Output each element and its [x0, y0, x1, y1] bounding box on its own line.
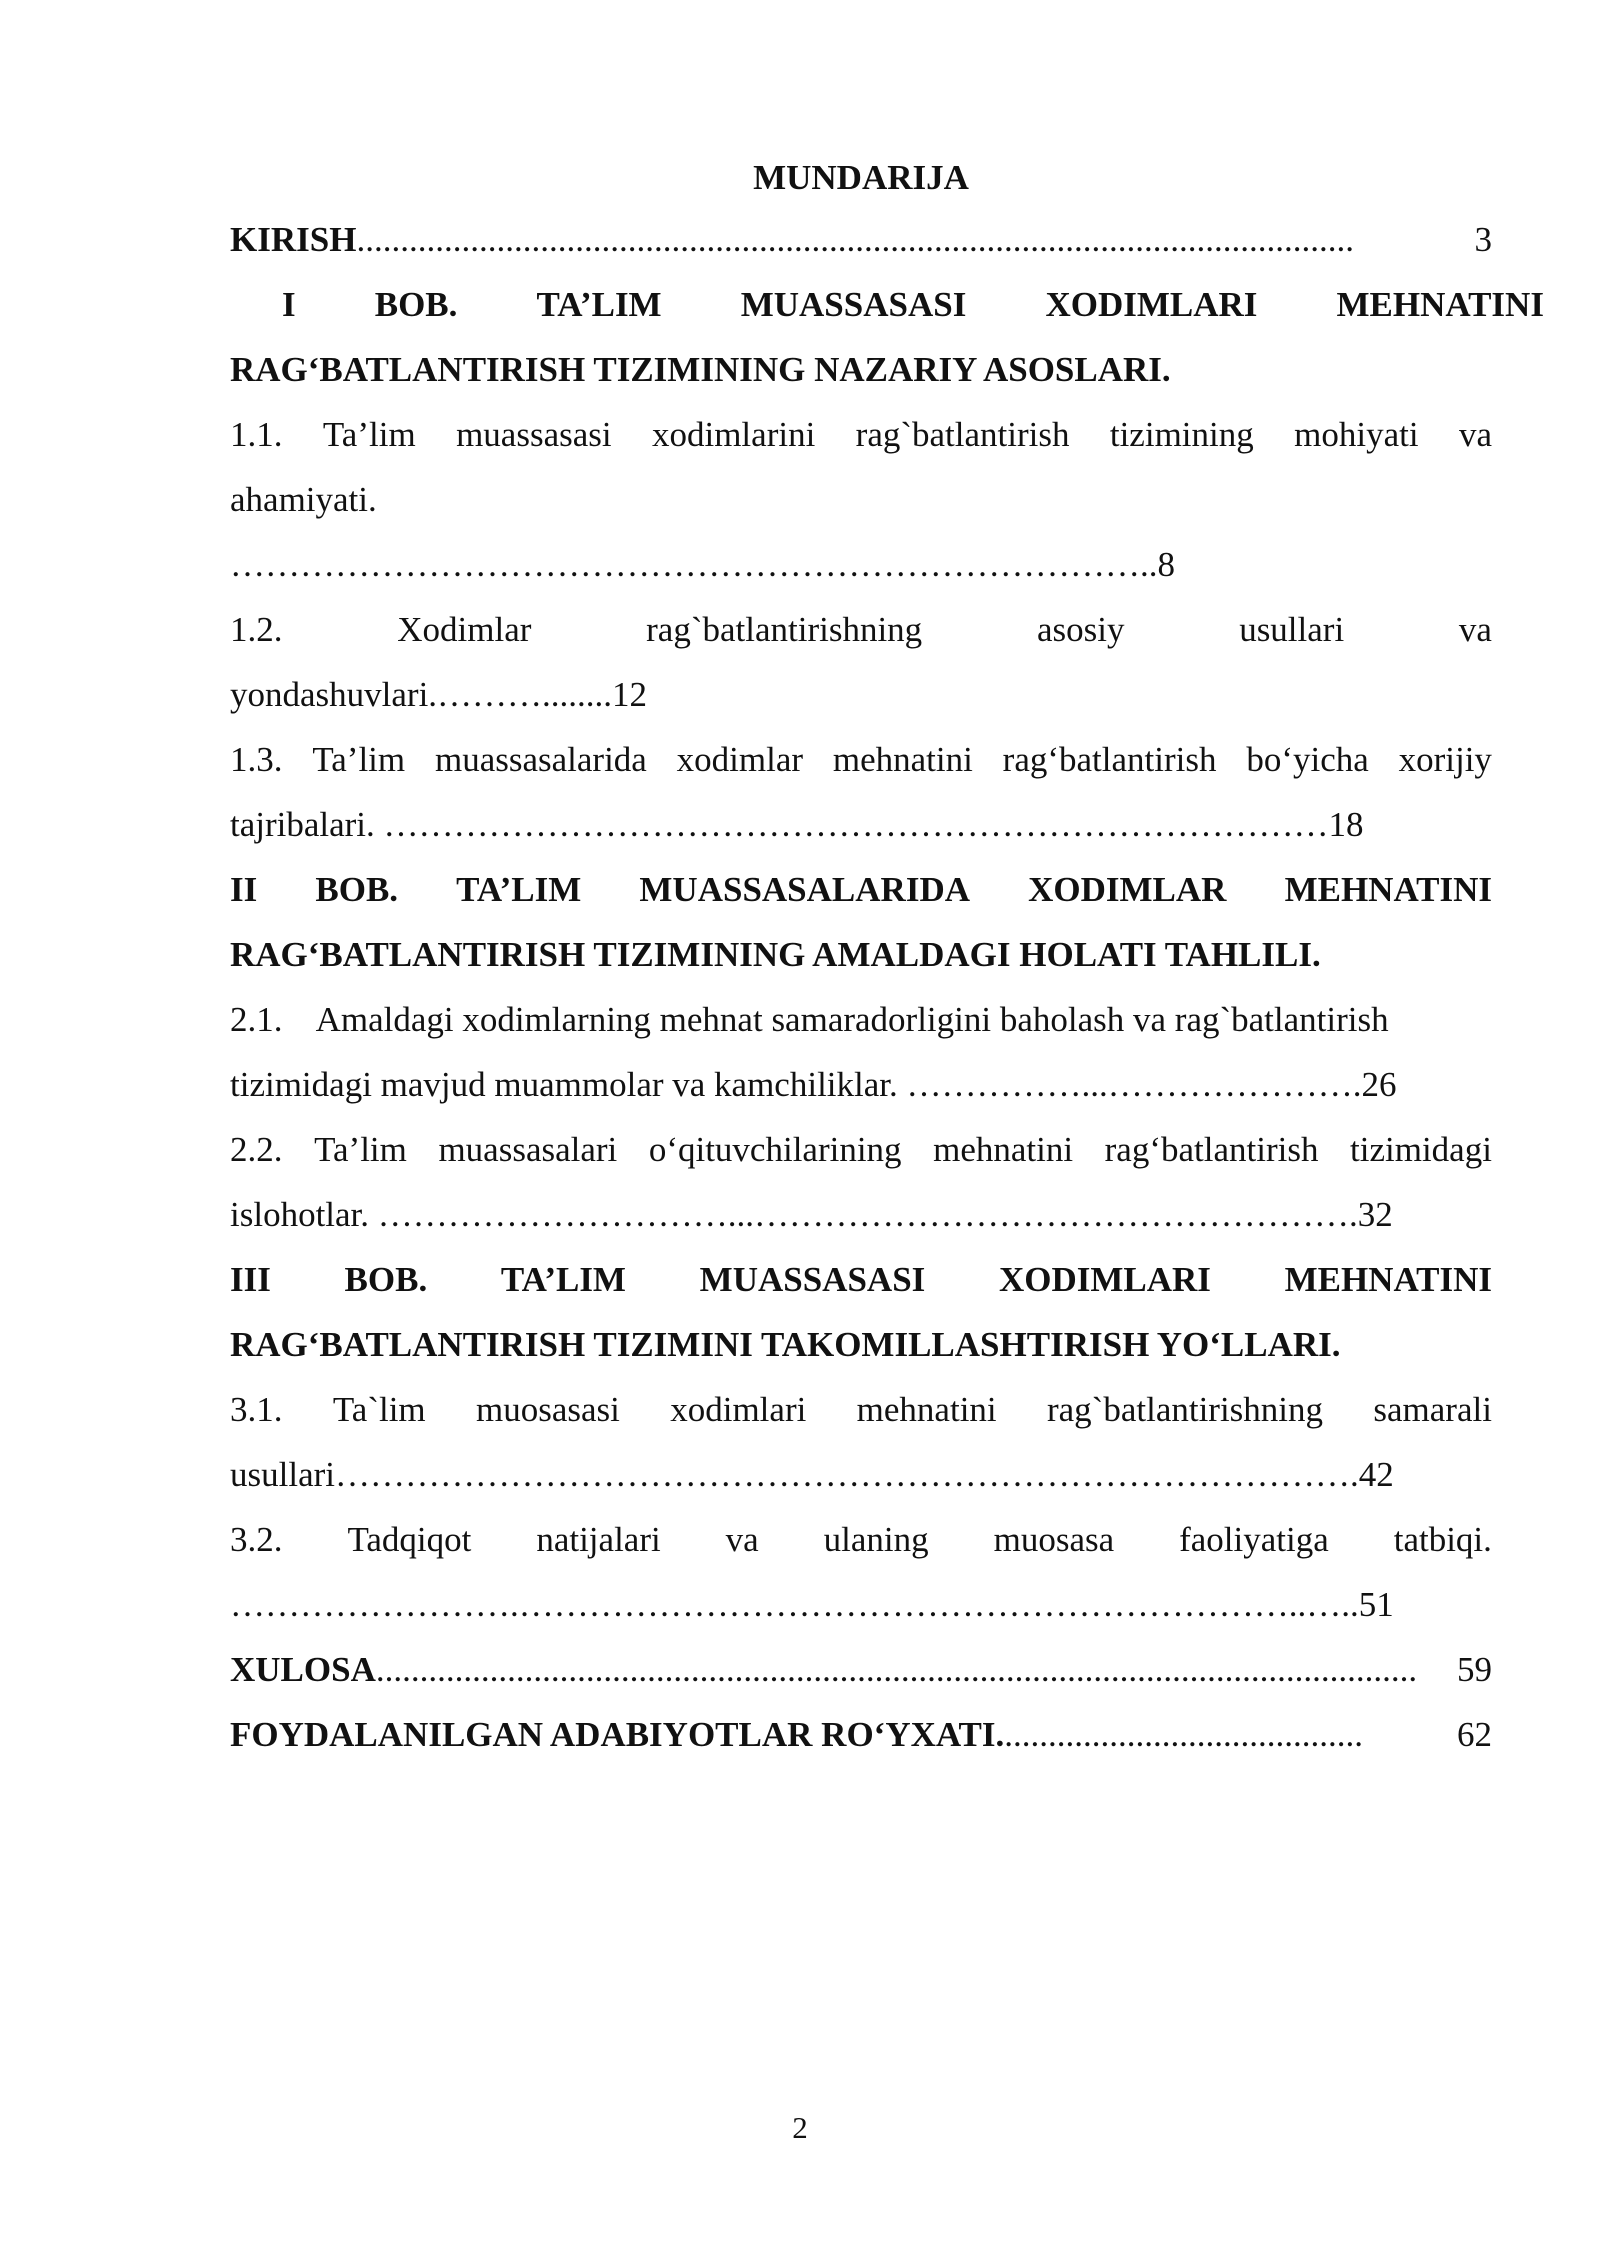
entry-word: rag`batlantirishning — [1046, 1390, 1324, 1429]
heading-word: TA’LIM — [456, 870, 582, 909]
toc-entry-label: KIRISH — [230, 220, 357, 259]
chapter-1-heading-line-1 — [230, 273, 1544, 337]
entry-word: muosasasi — [476, 1390, 620, 1429]
heading-word: II — [230, 870, 258, 909]
toc-entry-page: 3 — [1474, 220, 1492, 259]
entry-word: Tadqiqot — [347, 1520, 472, 1559]
entry-word: xodimlar — [676, 740, 804, 779]
entry-word: xodimlarini — [651, 415, 816, 454]
chapter-3-heading-line-2: RAG‘BATLANTIRISH TIZIMINI TAKOMILLASHTIRISH YO‘LLARI. — [230, 1325, 1341, 1364]
toc-entry-3-2-line-1 — [230, 1508, 1492, 1572]
toc-entry-leader: .................................................................................................................. — [356, 220, 1354, 259]
heading-word: MUASSASASI — [740, 285, 967, 324]
heading-word: MUASSASALARIDA — [639, 870, 970, 909]
toc-entry-label: FOYDALANILGAN ADABIYOTLAR RO‘YXATI. — [230, 1715, 1005, 1754]
entry-word: asosiy — [1036, 610, 1125, 649]
entry-word: rag`batlantirish — [855, 415, 1070, 454]
entry-word: mehnatini — [856, 1390, 997, 1429]
toc-entry-3-1-line-2: usullari…………………………………………………………………………….42 — [230, 1455, 1394, 1494]
entry-word: 3.2. — [230, 1520, 283, 1559]
toc-entry-2-2-line-2: islohotlar. …………………………...…………………………………………….32 — [230, 1195, 1393, 1234]
toc-entry-1-3-line-2: tajribalari. ………………………………………………………………………18 — [230, 805, 1364, 844]
toc-entry-1-1-line-2: ahamiyati. — [230, 480, 377, 519]
toc-title: MUNDARIJA — [753, 158, 969, 197]
entry-word: mehnatini — [933, 1130, 1074, 1169]
chapter-1-heading-line-2: RAG‘BATLANTIRISH TIZIMINING NAZARIY ASOSLARI. — [230, 350, 1171, 389]
toc-entry-leader: ......................................... — [1004, 1715, 1364, 1754]
entry-word: o‘qituvchilarining — [648, 1130, 902, 1169]
heading-word: BOB. — [315, 870, 399, 909]
heading-word: TA’LIM — [500, 1260, 626, 1299]
entry-word: tatbiqi. — [1393, 1520, 1492, 1559]
toc-entry-3-1-line-1 — [230, 1378, 1492, 1442]
entry-word: Xodimlar — [397, 610, 532, 649]
entry-word: va — [725, 1520, 759, 1559]
entry-word: tizimidagi — [1350, 1130, 1492, 1169]
heading-word: MEHNATINI — [1336, 285, 1544, 324]
heading-word: XODIMLARI — [1045, 285, 1258, 324]
entry-word: rag‘batlantirish — [1104, 1130, 1319, 1169]
entry-word: muassasasi — [456, 415, 612, 454]
entry-word: xorijiy — [1398, 740, 1492, 779]
heading-word: BOB. — [374, 285, 458, 324]
chapter-3-heading-line-1 — [230, 1248, 1492, 1312]
entry-word: muassasalari — [438, 1130, 618, 1169]
toc-entry-2-1-line-1: 2.1. Amaldagi xodimlarning mehnat samaradorligini baholash va rag`batlantirish — [230, 1000, 1389, 1039]
heading-word: III — [230, 1260, 271, 1299]
entry-word: 1.3. — [230, 740, 283, 779]
entry-word: Ta`lim — [332, 1390, 426, 1429]
toc-entry-1-2-line-1 — [230, 598, 1492, 662]
heading-word: XODIMLARI — [998, 1260, 1211, 1299]
toc-entry-leader: ....................................................................................................................... — [375, 1650, 1418, 1689]
entry-word: va — [1458, 610, 1492, 649]
entry-word: rag‘batlantirish — [1002, 740, 1217, 779]
toc-entry-kirish — [230, 208, 1492, 272]
toc-entry-1-1-line-1 — [230, 403, 1492, 467]
toc-entry-2-2-line-1 — [230, 1118, 1492, 1182]
entry-word: usullari — [1239, 610, 1345, 649]
entry-word: 1.1. — [230, 415, 283, 454]
entry-word: va — [1458, 415, 1492, 454]
toc-entry-references — [230, 1703, 1492, 1767]
entry-word: samarali — [1373, 1390, 1492, 1429]
toc-entry-xulosa — [230, 1638, 1492, 1702]
heading-word: BOB. — [344, 1260, 428, 1299]
entry-word: 1.2. — [230, 610, 283, 649]
heading-word: MEHNATINI — [1284, 1260, 1492, 1299]
entry-word: bo‘yicha — [1246, 740, 1369, 779]
entry-word: muassasalarida — [434, 740, 647, 779]
entry-word: ulaning — [823, 1520, 929, 1559]
entry-word: 3.1. — [230, 1390, 283, 1429]
heading-word: XODIMLAR — [1028, 870, 1227, 909]
toc-entry-3-2-line-2: …………………….…………………………………………………………..…..51 — [230, 1585, 1394, 1624]
heading-word: MUASSASASI — [699, 1260, 926, 1299]
heading-word: I — [282, 285, 296, 324]
entry-word: faoliyatiga — [1179, 1520, 1329, 1559]
entry-word: tizimining — [1109, 415, 1254, 454]
chapter-2-heading-line-2: RAG‘BATLANTIRISH TIZIMINING AMALDAGI HOLATI TAHLILI. — [230, 935, 1321, 974]
toc-entry-label: XULOSA — [230, 1650, 376, 1689]
entry-word: rag`batlantirishning — [646, 610, 923, 649]
entry-word: Ta’lim — [314, 1130, 407, 1169]
entry-word: Ta’lim — [322, 415, 416, 454]
chapter-2-heading-line-1 — [230, 858, 1492, 922]
toc-entry-2-1-line-2: tizimidagi mavjud muammolar va kamchiliklar. ……………...………………….26 — [230, 1065, 1397, 1104]
entry-word: mehnatini — [832, 740, 973, 779]
entry-word: Ta’lim — [312, 740, 406, 779]
heading-word: TA’LIM — [536, 285, 662, 324]
page-number: 2 — [792, 2110, 808, 2145]
entry-word: natijalari — [536, 1520, 661, 1559]
toc-entry-page: 62 — [1457, 1715, 1492, 1754]
toc-entry-1-2-line-2: yondashuvlari.………........12 — [230, 675, 648, 714]
toc-entry-page: 59 — [1457, 1650, 1492, 1689]
entry-word: muosasa — [993, 1520, 1115, 1559]
entry-word: mohiyati — [1294, 415, 1419, 454]
toc-entry-1-1-line-3: ……………………………………………………………………..8 — [230, 545, 1175, 584]
entry-word: xodimlari — [670, 1390, 807, 1429]
entry-word: 2.2. — [230, 1130, 283, 1169]
toc-entry-1-3-line-1 — [230, 728, 1492, 792]
heading-word: MEHNATINI — [1284, 870, 1492, 909]
